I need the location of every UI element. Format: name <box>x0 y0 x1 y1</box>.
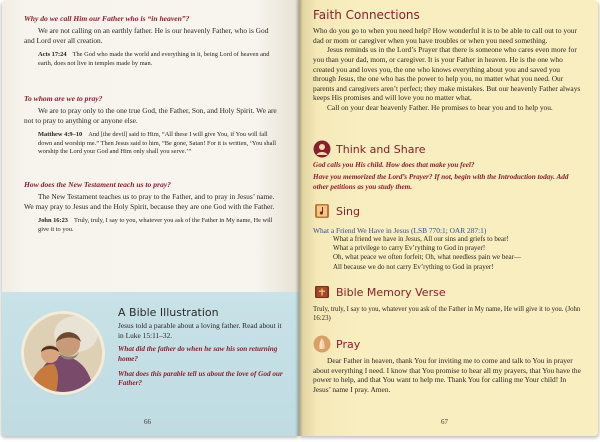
pray-heading <box>313 335 360 353</box>
pray-body <box>313 356 584 395</box>
right-page <box>299 0 598 436</box>
song-title: What a Friend We Have in Jesus (LSB 770:1; OAR 287:1) <box>313 226 487 235</box>
bible-illustration-box <box>2 292 299 436</box>
qa-pray-to <box>24 94 277 157</box>
think-question: God calls you His child. How does that make you feel? <box>313 161 475 169</box>
qa-heaven <box>24 14 277 68</box>
bible-illustration-body <box>118 321 283 389</box>
song-line: What a privilege to carry Ev’rything to God in prayer! <box>333 244 486 253</box>
answer-new-testament: The New Testament teaches us to pray to the Father, and to pray in Jesus’ name. We may pray to Jesus and the Holy Spirit, because they are one God with the Father. <box>24 192 275 211</box>
prayer-text: Dear Father in heaven, thank You for inviting me to come and talk to You in prayer about everything I need. I know that You promise to hear all my prayers, that You have the power to help, and that You want to help me. Thank You for calling me Your child! In Jesus’ name I pray. Amen. <box>313 356 581 394</box>
verse-ref: Acts 17:24 <box>38 51 67 59</box>
left-page <box>2 0 299 436</box>
sing-hymnal-icon <box>313 202 331 220</box>
verse-text: And [the devil] said to Him, “All these I will give You, if You will fall down and worship me.” Then Jesus said to him, “Be gone, Satan! For it is written, ‘You shall worship the Lord your God and Him only shall you serve.’” <box>38 131 276 156</box>
think-question: Have you memorized the Lord’s Prayer? If not, begin with the Introduction today. Add other petitions as you study them. <box>313 173 569 191</box>
bible-illustration-text: Jesus told a parable about a loving father. Read about it in Luke 15:11–32. <box>118 321 282 340</box>
verse-text: Truly, truly, I say to you, whatever you ask of the Father in My name, He will give it to you. <box>38 217 273 233</box>
verse-acts <box>24 51 277 68</box>
sing-body <box>313 226 588 272</box>
faith-connections-title: Faith Connections <box>313 8 420 22</box>
verse-ref: John 16:23 <box>38 217 69 225</box>
verse-matthew <box>24 131 277 156</box>
question-new-testament: How does the New Testament teach us to pray? <box>24 180 171 189</box>
memory-verse-text: Truly, truly, I say to you, whatever you ask of the Father in My name, He will give it to you. (John 16:23) <box>313 306 581 322</box>
faith-paragraph: Jesus reminds us in the Lord’s Prayer that there is someone who cares even more for you than your dad, mom, or caregiver. It is your Father in heaven. He is the one who created you and loves you, the one who knows everything about you and saved you through Jesus, the one who has the power to help you, no matter what you need. Our parents and caregivers aren’t perfect; they make mistakes. But our heavenly Father always keeps His promises and will love you no matter what. <box>313 45 581 103</box>
answer-heaven: We are not calling on an earthly father. He is our heavenly Father, who is God and Lord over all creation. <box>24 26 269 45</box>
memory-verse-heading <box>313 283 446 301</box>
question-pray-to: To whom are we to pray? <box>24 94 103 103</box>
song-line: What a friend we have in Jesus, All our sins and griefs to bear! <box>333 235 509 243</box>
section-title: Sing <box>336 204 360 218</box>
page-number: 66 <box>144 418 151 426</box>
memory-verse-body <box>313 306 584 324</box>
sing-heading <box>313 202 360 220</box>
illustration-medallion <box>24 314 102 392</box>
page-number: 67 <box>441 418 448 426</box>
bible-illustration-title: A Bible Illustration <box>118 306 219 319</box>
section-title: Think and Share <box>336 142 426 156</box>
section-title: Bible Memory Verse <box>336 285 446 299</box>
faith-connections-body <box>313 26 584 113</box>
think-share-body <box>313 161 584 192</box>
bible-memory-icon <box>313 283 331 301</box>
question-heaven: Why do we call Him our Father who is “in heaven”? <box>24 14 190 23</box>
faith-paragraph: Call on your dear heavenly Father. He promises to hear you and to help you. <box>327 103 553 112</box>
verse-text: The God who made the world and everything in it, being Lord of heaven and earth, does not live in temples made by man. <box>38 51 270 67</box>
think-share-icon <box>313 140 331 158</box>
song-line: All because we do not carry Ev’rything to God in prayer! <box>333 262 494 271</box>
song-line: Oh, what peace we often forfeit; Oh, what needless pain we bear— <box>333 253 521 262</box>
bible-illustration-question: What does this parable tell us about the love of God our Father? <box>118 369 283 388</box>
answer-pray-to: We are to pray only to the one true God, the Father, Son, and Holy Spirit. We are not to pray to anything or anyone else. <box>24 106 277 125</box>
verse-john <box>24 217 277 234</box>
book-gutter <box>295 0 303 436</box>
section-title: Pray <box>336 337 361 351</box>
think-share-heading <box>313 140 426 158</box>
bible-illustration-question: What did the father do when he saw his son returning home? <box>118 345 278 363</box>
pray-hands-icon <box>313 335 331 353</box>
verse-ref: Matthew 4:9–10 <box>38 131 83 139</box>
faith-paragraph: Who do you go to when you need help? How wonderful it is to be able to call out to your dad or mom or caregiver when you have troubles or when you need something. <box>313 26 577 45</box>
qa-new-testament <box>24 180 277 234</box>
open-book <box>2 0 598 442</box>
